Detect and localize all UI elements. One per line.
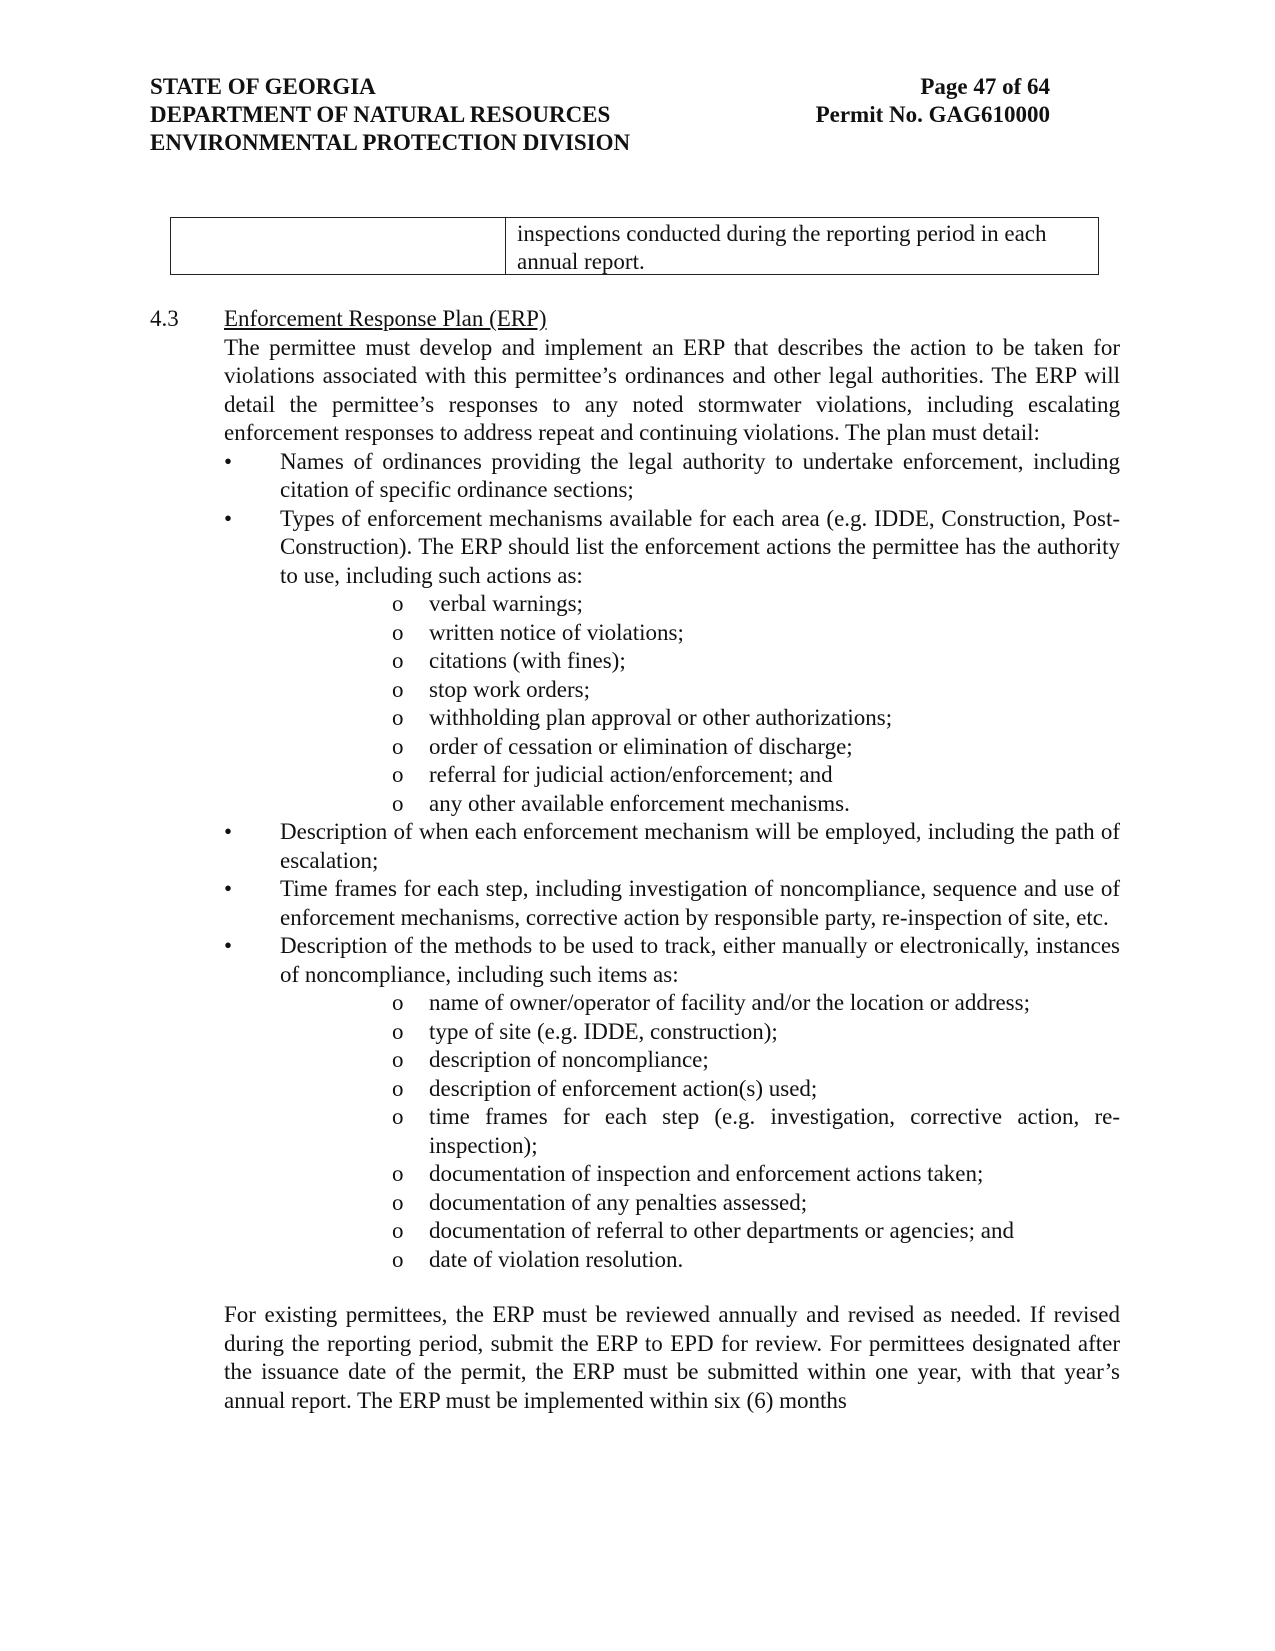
- page-number: Page 47 of 64: [920, 74, 1050, 99]
- list-item: [224, 932, 1120, 1274]
- bullet-icon: •: [224, 448, 233, 474]
- circle-bullet-icon: o: [392, 1246, 404, 1272]
- section-4-3: [150, 305, 1120, 1415]
- agency-line: STATE OF GEORGIA: [150, 74, 376, 99]
- agency-line: ENVIRONMENTAL PROTECTION DIVISION: [150, 130, 631, 155]
- sub-list-item-text: withholding plan approval or other authorizations;: [429, 705, 893, 730]
- sub-list-item-text: name of owner/operator of facility and/or the location or address;: [429, 990, 1030, 1015]
- list-item-text: Time frames for each step, including investigation of noncompliance, sequence and use of enforcement mechanisms, corrective action by responsible party, re-inspection of site, etc.: [280, 876, 1120, 930]
- list-item-text: Names of ordinances providing the legal authority to undertake enforcement, including citation of specific ordinance sections;: [280, 448, 1120, 502]
- sub-list-item: [280, 1103, 1120, 1160]
- circle-bullet-icon: o: [392, 619, 404, 645]
- list-item: [224, 448, 1120, 505]
- closing-paragraph: For existing permittees, the ERP must be reviewed annually and revised as needed. If revised during the reporting period, submit the ERP to EPD for review. For permittees designated after the issuance date of the permit, the ERP must be submitted within one year, with that year’s annual report. The ERP must be implemented within six (6) months: [224, 1302, 1120, 1413]
- list-item-text: Description of when each enforcement mechanism will be employed, including the path of escalation;: [280, 819, 1120, 873]
- circle-bullet-icon: o: [392, 1047, 404, 1072]
- sub-list-item-text: type of site (e.g. IDDE, construction);: [429, 1018, 778, 1044]
- intro-paragraph: The permittee must develop and implement an ERP that describes the action to be taken for violations associated with this permittee’s ordinances and other legal authorities. The ERP will detail the permittee’s responses to any noted stormwater violations, including escalating enforcement responses to address repeat and continuing violations. The plan must detail:: [224, 334, 1120, 445]
- sub-list-item: [280, 733, 1120, 762]
- bullet-icon: •: [224, 876, 233, 901]
- circle-bullet-icon: o: [392, 1104, 404, 1129]
- permit-number: Permit No. GAG610000: [815, 102, 1050, 127]
- sub-list-item: [280, 1046, 1120, 1075]
- sub-list-item-text: description of noncompliance;: [429, 1047, 709, 1072]
- section-title: Enforcement Response Plan (ERP): [224, 306, 547, 331]
- sub-list-item: [280, 1246, 1120, 1275]
- sub-list-item: [280, 1217, 1120, 1246]
- list-item: [224, 505, 1120, 819]
- sub-list-item-text: any other available enforcement mechanisms.: [429, 790, 850, 816]
- sub-list-item-text: time frames for each step (e.g. investigation, corrective action, re-inspection);: [429, 1104, 1120, 1158]
- sub-list-item: [280, 619, 1120, 648]
- sub-list-item-text: verbal warnings;: [429, 591, 583, 616]
- sub-list-item-text: stop work orders;: [429, 676, 590, 702]
- sub-list: [280, 590, 1120, 818]
- circle-bullet-icon: o: [392, 990, 404, 1015]
- sub-list-item-text: written notice of violations;: [429, 619, 684, 645]
- agency-line: DEPARTMENT OF NATURAL RESOURCES: [150, 102, 611, 127]
- sub-list: [280, 989, 1120, 1274]
- circle-bullet-icon: o: [392, 790, 404, 816]
- list-item: [224, 818, 1120, 875]
- sub-list-item-text: documentation of referral to other departments or agencies; and: [429, 1218, 1014, 1243]
- sub-list-item: [280, 1075, 1120, 1104]
- sub-list-item-text: documentation of inspection and enforcement actions taken;: [429, 1161, 984, 1186]
- sub-list-item: [280, 1189, 1120, 1218]
- circle-bullet-icon: o: [392, 676, 404, 702]
- bullet-icon: •: [224, 505, 233, 531]
- sub-list-item: [280, 676, 1120, 705]
- circle-bullet-icon: o: [392, 648, 404, 673]
- circle-bullet-icon: o: [392, 1018, 404, 1044]
- table-fragment: [170, 217, 1099, 275]
- circle-bullet-icon: o: [392, 733, 404, 759]
- circle-bullet-icon: o: [392, 762, 404, 787]
- circle-bullet-icon: o: [392, 1218, 404, 1243]
- circle-bullet-icon: o: [392, 705, 404, 730]
- section-body: [224, 334, 1120, 1416]
- bullet-icon: •: [224, 819, 233, 844]
- sub-list-item-text: referral for judicial action/enforcement; and: [429, 762, 833, 787]
- sub-list-item: [280, 1160, 1120, 1189]
- sub-list-item-text: citations (with fines);: [429, 648, 626, 673]
- page-info: [816, 73, 1050, 129]
- list-item-text: Description of the methods to be used to track, either manually or electronically, instances of noncompliance, including such items as:: [280, 933, 1120, 987]
- sub-list-item: [280, 1018, 1120, 1047]
- list-item-text: Types of enforcement mechanisms available for each area (e.g. IDDE, Construction, Post-Construction). The ERP should list the enforcement actions the permittee has the authority to use, including such actions as:: [280, 505, 1120, 588]
- sub-list-item: [280, 590, 1120, 619]
- section-heading: [150, 305, 1120, 334]
- sub-list-item-text: documentation of any penalties assessed;: [429, 1189, 808, 1215]
- sub-list-item: [280, 989, 1120, 1018]
- sub-list-item: [280, 761, 1120, 790]
- circle-bullet-icon: o: [392, 1161, 404, 1186]
- bullet-icon: •: [224, 933, 233, 958]
- circle-bullet-icon: o: [392, 1189, 404, 1215]
- requirements-list: [224, 448, 1120, 1275]
- section-number: 4.3: [150, 306, 179, 331]
- circle-bullet-icon: o: [392, 591, 404, 616]
- agency-name: [150, 73, 630, 157]
- table-cell-empty: [171, 218, 506, 274]
- sub-list-item: [280, 790, 1120, 819]
- sub-list-item-text: order of cessation or elimination of discharge;: [429, 733, 853, 759]
- sub-list-item: [280, 704, 1120, 733]
- sub-list-item-text: description of enforcement action(s) used;: [429, 1075, 818, 1101]
- sub-list-item: [280, 647, 1120, 676]
- table-cell-text: inspections conducted during the reporting period in each annual report.: [517, 221, 1047, 274]
- sub-list-item-text: date of violation resolution.: [429, 1246, 684, 1272]
- list-item: [224, 875, 1120, 932]
- circle-bullet-icon: o: [392, 1075, 404, 1101]
